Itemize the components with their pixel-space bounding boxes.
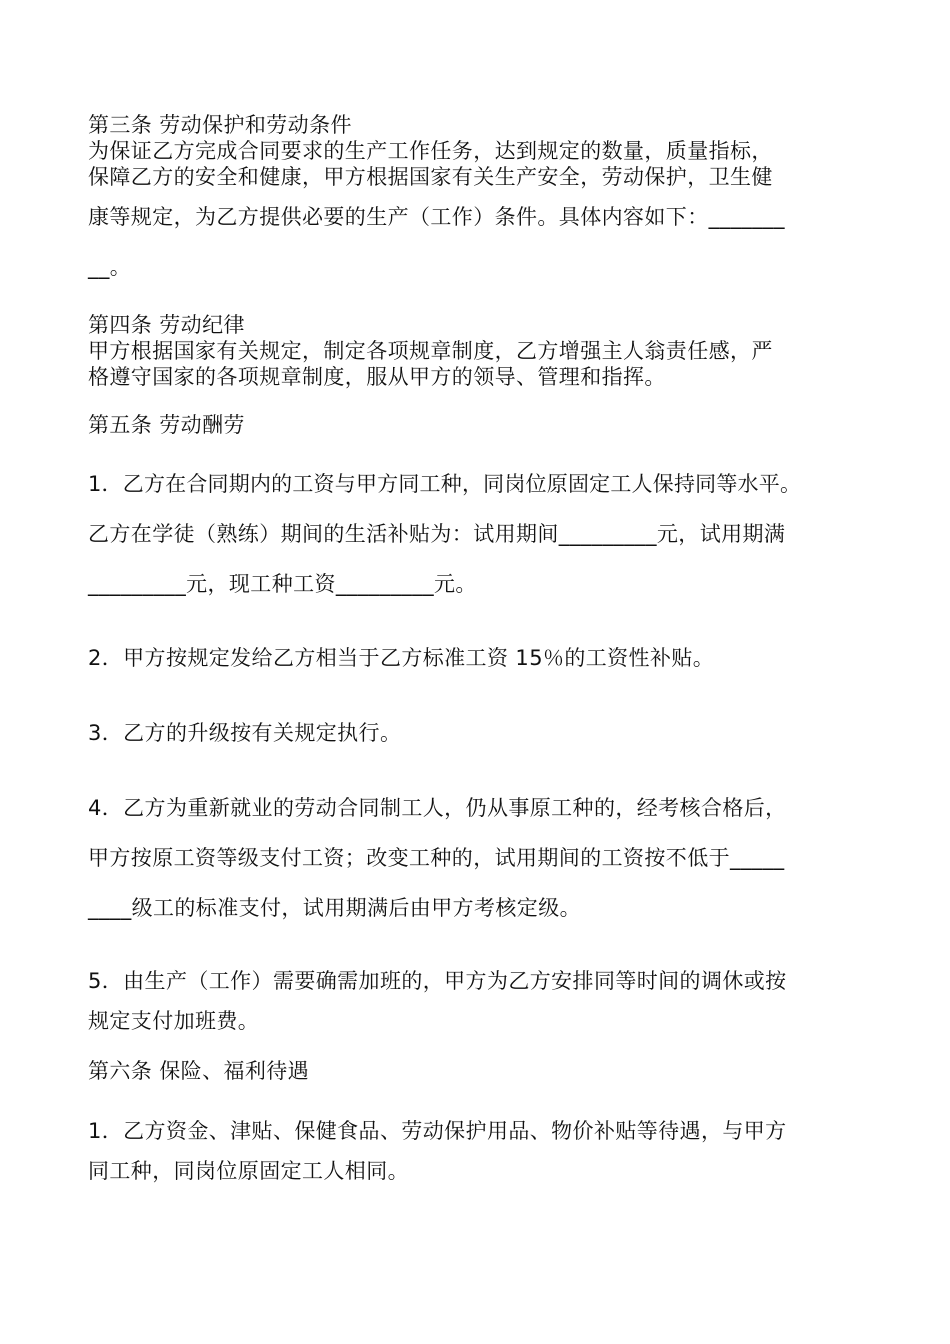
text-line: 5．由生产（工作）需要确需加班的，甲方为乙方安排同等时间的调休或按 <box>88 969 787 993</box>
text-line: 保障乙方的安全和健康，甲方根据国家有关生产安全，劳动保护，卫生健 <box>88 165 773 189</box>
text-line: 1．乙方在合同期内的工资与甲方同工种，同岗位原固定工人保持同等水平。 <box>88 472 802 496</box>
text-line: 规定支付加班费。 <box>88 1009 260 1033</box>
heading-article-3: 第三条 劳动保护和劳动条件 <box>88 113 352 137</box>
text-line: 4．乙方为重新就业的劳动合同制工人，仍从事原工种的，经考核合格后， <box>88 796 787 820</box>
text-line: 1．乙方资金、津贴、保健食品、劳动保护用品、物价补贴等待遇，与甲方 <box>88 1119 787 1143</box>
text-line: 康等规定，为乙方提供必要的生产（工作）条件。具体内容如下：_______ <box>88 205 785 229</box>
heading-article-4: 第四条 劳动纪律 <box>88 313 245 337</box>
text-line: ____级工的标准支付，试用期满后由甲方考核定级。 <box>88 896 581 920</box>
text-line: 甲方按原工资等级支付工资；改变工种的，试用期间的工资按不低于_____ <box>88 846 785 870</box>
heading-article-5: 第五条 劳动酬劳 <box>88 413 245 437</box>
text-line: _________元，现工种工资_________元。 <box>88 572 477 596</box>
text-line: 同工种，同岗位原固定工人相同。 <box>88 1159 409 1183</box>
text-line: 甲方根据国家有关规定，制定各项规章制度，乙方增强主人翁责任感，严 <box>88 339 773 363</box>
heading-article-6: 第六条 保险、福利待遇 <box>88 1059 310 1083</box>
text-line: 3．乙方的升级按有关规定执行。 <box>88 721 402 745</box>
text-line: __。 <box>88 255 132 279</box>
text-line: 为保证乙方完成合同要求的生产工作任务，达到规定的数量，质量指标， <box>88 139 773 163</box>
text-line: 2．甲方按规定发给乙方相当于乙方标准工资 15％的工资性补贴。 <box>88 646 715 670</box>
text-line: 乙方在学徒（熟练）期间的生活补贴为：试用期间_________元，试用期满 <box>88 522 786 546</box>
text-line: 格遵守国家的各项规章制度，服从甲方的领导、管理和指挥。 <box>88 365 666 389</box>
